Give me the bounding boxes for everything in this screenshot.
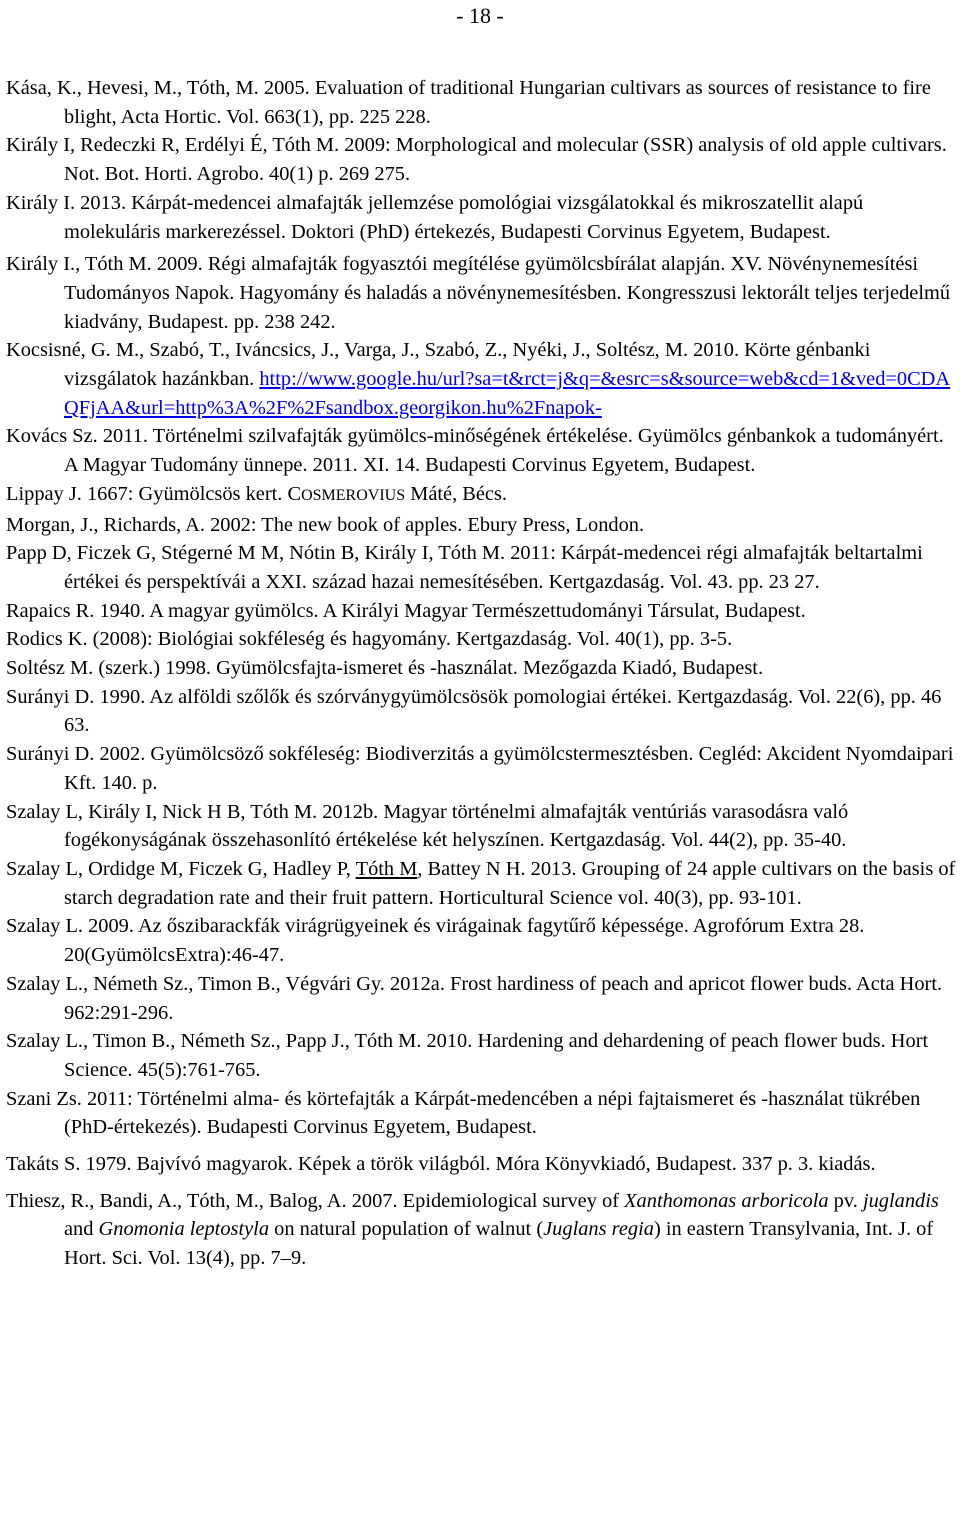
reference-item: Szani Zs. 2011: Történelmi alma- és körtefajták a Kárpát-medencében a népi fajtaismeret és -használat tükrében (PhD-értekezés). Budapesti Corvinus Egyetem, Budapest. [6,1087,921,1139]
reference-item: Rodics K. (2008): Biológiai sokféleség és hagyomány. Kertgazdaság. Vol. 40(1), pp. 3-5. [6,628,733,651]
reference-item: Király I. 2013. Kárpát-medencei almafajták jellemzése pomológiai vizsgálatokkal és mikroszatellit alapú molekuláris markerezéssel. Doktori (PhD) értekezés, Budapesti Corvinus Egyetem, Budapest. [6,191,864,243]
reference-item: Soltész M. (szerk.) 1998. Gyümölcsfajta-ismeret és -használat. Mezőgazda Kiadó, Budapest. [6,657,764,680]
reference-italic: Xanthomonas arboricola [624,1189,829,1212]
reference-item [6,336,956,422]
reference-text: Máté, Bécs. [405,482,508,505]
reference-item: Kovács Sz. 2011. Történelmi szilvafajták gyümölcs-minőségének értékelése. Gyümölcs génbankok a tudományért. A Magyar Tudomány ünnepe. 2011. XI. 14. Budapesti Corvinus Egyetem, Budapest. [6,425,944,477]
reference-item: Surányi D. 1990. Az alföldi szőlők és szórványgyümölcsösök pomologiai értékei. Kertgazdaság. Vol. 22(6), pp. 46 63. [6,685,942,737]
reference-link[interactable]: http://www.google.hu/url?sa=t&rct=j&q=&esrc=s&source=web&cd=1&ved=0CDAQFjAA&url=http%3A%2F%2Fsandbox.georgikon.hu%2Fnapok- [64,368,951,419]
reference-underlined-author: Tóth M [355,857,418,880]
reference-item: Szalay L. 2009. Az őszibarackfák virágrügyeinek és virágainak fagytűrő képessége. Agrofórum Extra 28. 20(GyümölcsExtra):46-47. [6,915,865,967]
reference-item [6,1187,956,1273]
reference-text: ) in eastern Transylvania, Int. J. of Hort. Sci. Vol. 13(4), pp. 7–9. [64,1218,934,1270]
reference-item: Király I, Redeczki R, Erdélyi É, Tóth M. 2009: Morphological and molecular (SSR) analysis of old apple cultivars. Not. Bot. Horti. Agrobo. 40(1) p. 269 275. [6,134,947,186]
reference-text: Lippay J. 1667: Gyümölcsös kert. C [6,482,302,505]
reference-item [6,480,956,511]
reference-text: pv. [828,1189,863,1212]
reference-item: Kása, K., Hevesi, M., Tóth, M. 2005. Evaluation of traditional Hungarian cultivars as sources of resistance to fire blight, Acta Hortic. Vol. 663(1), pp. 225 228. [6,77,931,128]
reference-text: Kocsisné, G. M., Szabó, T., Iváncsics, J., Varga, J., Szabó, Z., Nyéki, J., Soltész, M. 2010. Körte génbanki vizsgálatok hazánkban. [6,339,871,391]
reference-list [6,74,956,1273]
reference-item: Szalay L., Németh Sz., Timon B., Végvári Gy. 2012a. Frost hardiness of peach and apricot flower buds. Acta Hort. 962:291-296. [6,972,943,1024]
reference-item: Szalay L., Timon B., Németh Sz., Papp J., Tóth M. 2010. Hardening and dehardening of peach flower buds. Hort Science. 45(5):761-765. [6,1030,929,1081]
reference-text: Thiesz, R., Bandi, A., Tóth, M., Balog, A. 2007. Epidemiological survey of [6,1189,625,1212]
reference-item: Takáts S. 1979. Bajvívó magyarok. Képek a török világból. Móra Könyvkiadó, Budapest. 337 p. 3. kiadás. [6,1153,876,1176]
reference-text: on natural population of walnut ( [269,1218,544,1241]
page-number: - 18 - [456,3,504,28]
reference-item: Rapaics R. 1940. A magyar gyümölcs. A Királyi Magyar Természettudományi Társulat, Budapest. [6,599,806,622]
reference-item [6,855,956,912]
reference-item: Papp D, Ficzek G, Stégerné M M, Nótin B, Király I, Tóth M. 2011: Kárpát-medencei régi almafajták beltartalmi értékei és perspektívái a XXI. század hazai nemesítésében. Kertgazdaság. Vol. 43. pp. 23 27. [6,542,923,593]
reference-item: Surányi D. 2002. Gyümölcsöző sokféleség: Biodiverzitás a gyümölcstermesztésben. Cegléd: Akcident Nyomdaipari Kft. 140. p. [6,743,954,794]
reference-item: Morgan, J., Richards, A. 2002: The new book of apples. Ebury Press, London. [6,513,645,536]
reference-item: Szalay L, Király I, Nick H B, Tóth M. 2012b. Magyar történelmi almafajták ventúriás varasodásra való fogékonyságának összehasonlító értékelése két helyszínen. Kertgazdaság. Vol. 44(2), pp. 35-40. [6,800,849,852]
reference-item: Király I., Tóth M. 2009. Régi almafajták fogyasztói megítélése gyümölcsbírálat alapján. XV. Növénynemesítési Tudományos Napok. Hagyomány és haladás a növénynemesítésben. Kongresszusi lektorált teljes terjedelmű kiadvány, Budapest. pp. 238 242. [6,253,951,333]
reference-text: Szalay L, Ordidge M, Ficzek G, Hadley P, [6,857,356,880]
reference-italic: juglandis [862,1189,939,1212]
reference-italic: Juglans regia [543,1218,654,1241]
reference-text: , Battey N H. 2013. Grouping of 24 apple cultivars on the basis of starch degradation rate and their fruit pattern. Horticultural Science vol. 40(3), pp. 93-101. [64,857,956,909]
reference-italic: Gnomonia leptostyla [98,1218,270,1241]
reference-small-caps: OSMEROVIUS [301,486,406,504]
reference-text: and [64,1218,99,1241]
